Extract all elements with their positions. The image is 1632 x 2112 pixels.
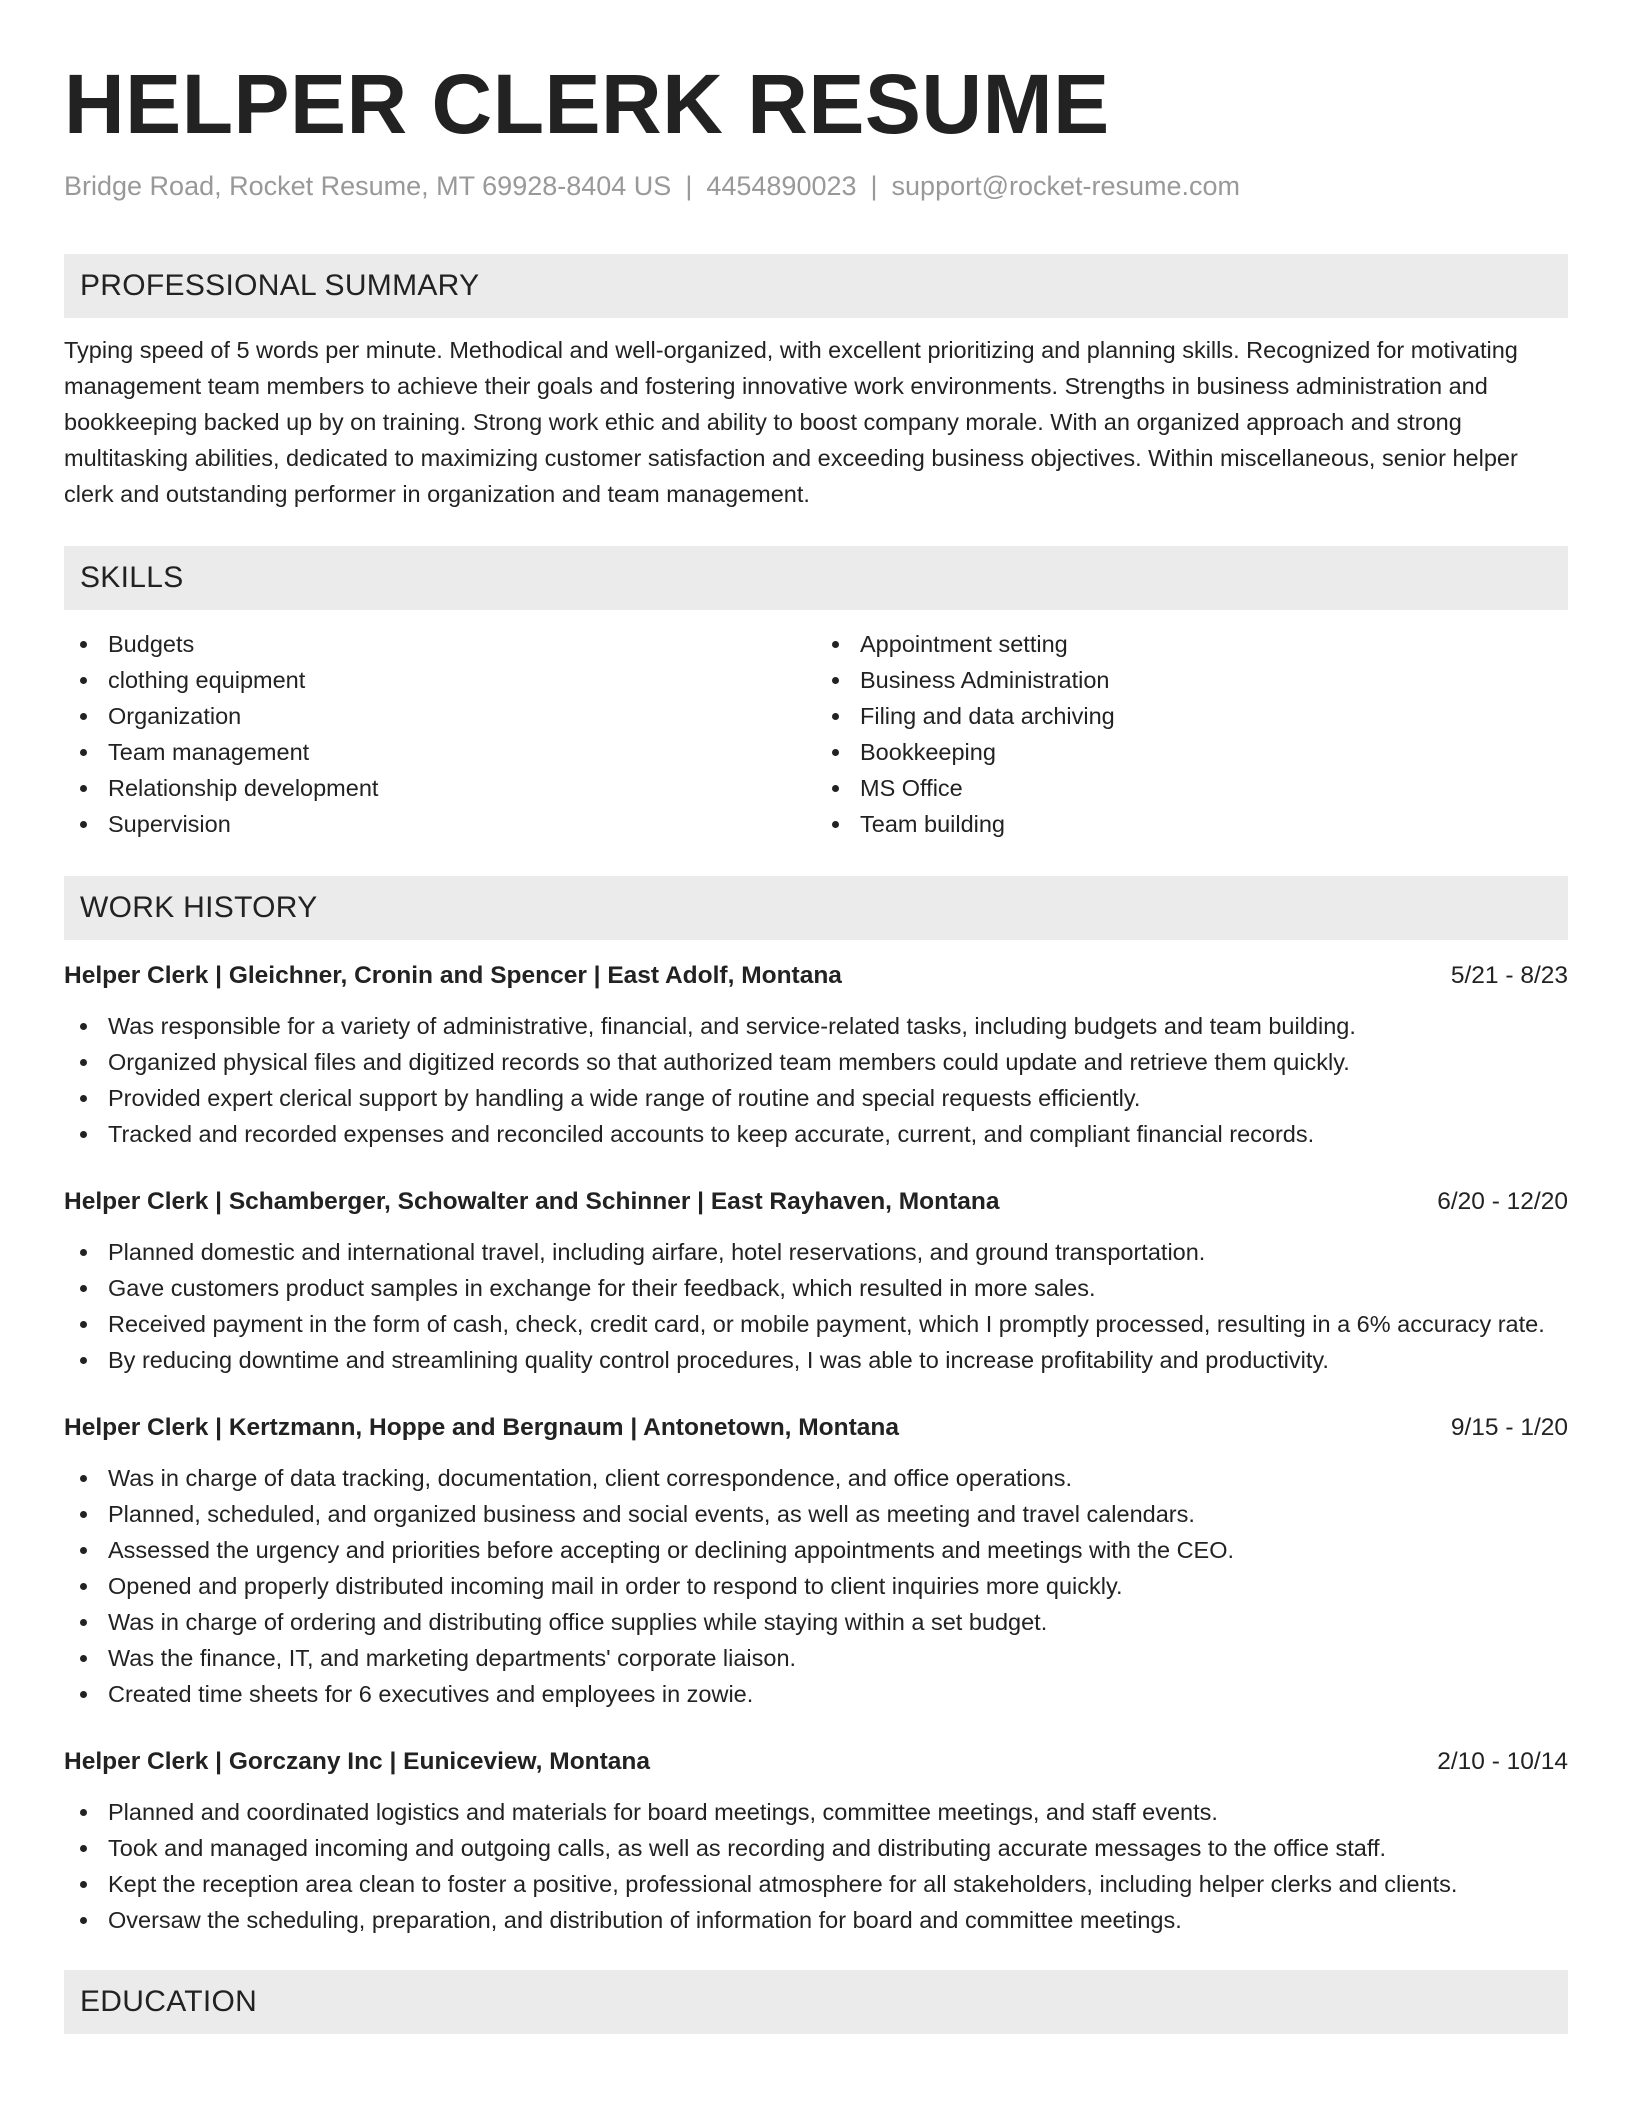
job-bullet: Planned and coordinated logistics and materials for board meetings, committee meetings, and staff events. bbox=[64, 1794, 1568, 1830]
skill-item: Organization bbox=[64, 698, 816, 734]
job-bullet: By reducing downtime and streamlining quality control procedures, I was able to increase profitability and productivity. bbox=[64, 1342, 1568, 1378]
skill-item: Team management bbox=[64, 734, 816, 770]
skill-item: Bookkeeping bbox=[816, 734, 1568, 770]
skill-item: Business Administration bbox=[816, 662, 1568, 698]
skill-item: Appointment setting bbox=[816, 626, 1568, 662]
contact-phone: 4454890023 bbox=[706, 171, 857, 201]
job-bullet: Planned domestic and international travel, including airfare, hotel reservations, and ground transportation. bbox=[64, 1234, 1568, 1270]
job-entry bbox=[64, 1744, 1568, 1938]
job-bullet: Provided expert clerical support by handling a wide range of routine and special requests efficiently. bbox=[64, 1080, 1568, 1116]
job-bullet: Planned, scheduled, and organized business and social events, as well as meeting and travel calendars. bbox=[64, 1496, 1568, 1532]
job-bullet: Opened and properly distributed incoming mail in order to respond to client inquiries more quickly. bbox=[64, 1568, 1568, 1604]
skill-item: Filing and data archiving bbox=[816, 698, 1568, 734]
job-bullet: Received payment in the form of cash, check, credit card, or mobile payment, which I promptly processed, resulting in a 6% accuracy rate. bbox=[64, 1306, 1568, 1342]
skills-list bbox=[64, 626, 1568, 842]
skills-column-right bbox=[816, 626, 1568, 842]
section-header-skills: SKILLS bbox=[64, 546, 1568, 610]
contact-line bbox=[64, 168, 1568, 204]
job-dates: 6/20 - 12/20 bbox=[1437, 1188, 1568, 1215]
skill-item: clothing equipment bbox=[64, 662, 816, 698]
job-bullet: Created time sheets for 6 executives and employees in zowie. bbox=[64, 1676, 1568, 1712]
job-bullet: Took and managed incoming and outgoing calls, as well as recording and distributing accurate messages to the office staff. bbox=[64, 1830, 1568, 1866]
skill-item: Budgets bbox=[64, 626, 816, 662]
skill-item: MS Office bbox=[816, 770, 1568, 806]
job-bullet: Was responsible for a variety of administrative, financial, and service-related tasks, including budgets and team building. bbox=[64, 1008, 1568, 1044]
job-bullets bbox=[64, 1794, 1568, 1938]
section-header-work-history: WORK HISTORY bbox=[64, 876, 1568, 940]
job-bullets bbox=[64, 1460, 1568, 1712]
resume-title: HELPER CLERK RESUME bbox=[64, 57, 1110, 151]
job-entry bbox=[64, 958, 1568, 1152]
job-title: Helper Clerk | Gleichner, Cronin and Spencer | East Adolf, Montana bbox=[64, 962, 842, 989]
job-header bbox=[64, 958, 1568, 994]
job-title: Helper Clerk | Kertzmann, Hoppe and Bergnaum | Antonetown, Montana bbox=[64, 1414, 899, 1441]
job-bullet: Assessed the urgency and priorities before accepting or declining appointments and meetings with the CEO. bbox=[64, 1532, 1568, 1568]
contact-email: support@rocket-resume.com bbox=[891, 171, 1241, 201]
job-bullet: Kept the reception area clean to foster a positive, professional atmosphere for all stakeholders, including helper clerks and clients. bbox=[64, 1866, 1568, 1902]
job-entry bbox=[64, 1184, 1568, 1378]
job-title: Helper Clerk | Gorczany Inc | Euniceview, Montana bbox=[64, 1748, 651, 1775]
contact-separator: | bbox=[685, 171, 693, 201]
job-entry bbox=[64, 1410, 1568, 1712]
job-bullet: Gave customers product samples in exchange for their feedback, which resulted in more sales. bbox=[64, 1270, 1568, 1306]
section-header-summary: PROFESSIONAL SUMMARY bbox=[64, 254, 1568, 318]
job-title: Helper Clerk | Schamberger, Schowalter and Schinner | East Rayhaven, Montana bbox=[64, 1188, 1000, 1215]
job-bullet: Tracked and recorded expenses and reconciled accounts to keep accurate, current, and compliant financial records. bbox=[64, 1116, 1568, 1152]
job-bullets bbox=[64, 1008, 1568, 1152]
job-bullets bbox=[64, 1234, 1568, 1378]
job-bullet: Organized physical files and digitized records so that authorized team members could update and retrieve them quickly. bbox=[64, 1044, 1568, 1080]
contact-address: Bridge Road, Rocket Resume, MT 69928-8404 US bbox=[64, 171, 672, 201]
summary-text: Typing speed of 5 words per minute. Methodical and well-organized, with excellent prioritizing and planning skills. Recognized for motivating management team members to achieve their goals and fostering innovative work environments. Strengths in business administration and bookkeeping backed up by on training. Strong work ethic and ability to boost company morale. With an organized approach and strong multitasking abilities, dedicated to maximizing customer satisfaction and exceeding business objectives. Within miscellaneous, senior helper clerk and outstanding performer in organization and team management. bbox=[64, 337, 1518, 507]
skill-item: Relationship development bbox=[64, 770, 816, 806]
job-header bbox=[64, 1410, 1568, 1446]
job-dates: 2/10 - 10/14 bbox=[1437, 1748, 1568, 1775]
skill-item: Team building bbox=[816, 806, 1568, 842]
job-bullet: Was in charge of ordering and distributing office supplies while staying within a set budget. bbox=[64, 1604, 1568, 1640]
job-dates: 5/21 - 8/23 bbox=[1450, 962, 1568, 989]
section-header-education: EDUCATION bbox=[64, 1970, 1568, 2034]
skills-column-left bbox=[64, 626, 816, 842]
job-bullet: Was the finance, IT, and marketing departments' corporate liaison. bbox=[64, 1640, 1568, 1676]
job-bullet: Was in charge of data tracking, documentation, client correspondence, and office operations. bbox=[64, 1460, 1568, 1496]
job-header bbox=[64, 1744, 1568, 1780]
contact-separator: | bbox=[870, 171, 878, 201]
job-bullet: Oversaw the scheduling, preparation, and distribution of information for board and committee meetings. bbox=[64, 1902, 1568, 1938]
skill-item: Supervision bbox=[64, 806, 816, 842]
job-header bbox=[64, 1184, 1568, 1220]
job-dates: 9/15 - 1/20 bbox=[1450, 1414, 1568, 1441]
